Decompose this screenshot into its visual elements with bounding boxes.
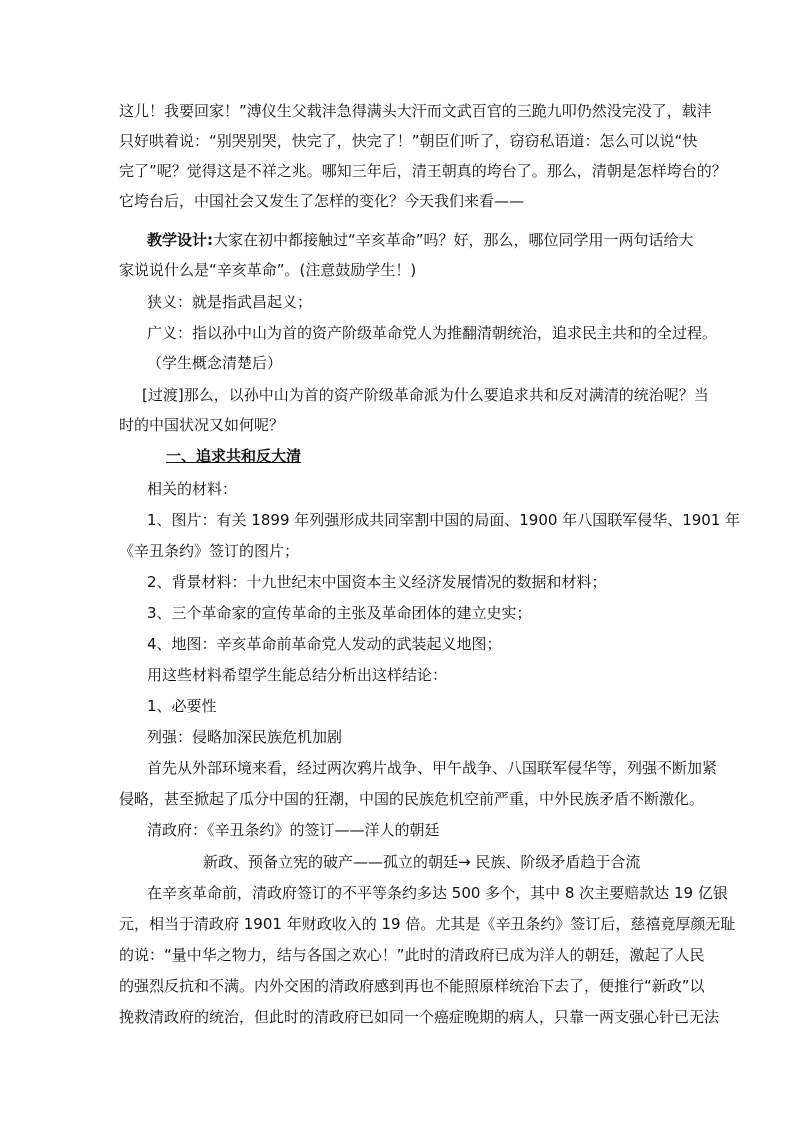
design-text-1: 大家在初中都接触过“辛亥革命”吗？好，那么，哪位同学用一两句话给大 [213, 231, 694, 249]
intro-line-3: 完了”呢？觉得这是不祥之兆。哪知三年后，清王朝真的垮台了。那么，清朝是怎样垮台的？ [119, 162, 727, 180]
intro-line-1: 这儿！我要回家！”溥仪生父载沣急得满头大汗而文武百官的三跪九叩仍然没完没了，载沣 [119, 102, 712, 120]
paragraph-2-line-3: 的说：“量中华之物力，结与各国之欢心！”此时的清政府已成为洋人的朝廷，激起了人民 [119, 946, 705, 964]
materials-heading: 相关的材料： [147, 480, 238, 498]
section-title: 一、追求共和反大清 [166, 447, 302, 465]
powers-line: 列强：侵略加深民族危机加剧 [147, 728, 343, 746]
intro-line-4: 它垮台后，中国社会又发生了怎样的变化？今天我们来看—— [119, 192, 525, 210]
paragraph-2-line-5: 挽救清政府的统治，但此时的清政府已如同一个癌症晚期的病人，只靠一两支强心针已无法 [119, 1008, 720, 1026]
reform-line: 新政、预备立宪的破产——孤立的朝廷→ 民族、阶级矛盾趋于合流 [203, 853, 641, 871]
paragraph-2-line-4: 的强烈反抗和不满。内外交困的清政府感到再也不能照原样统治下去了，便推行“新政”以 [119, 977, 705, 995]
narrow-definition: 狭义：就是指武昌起义； [147, 293, 313, 311]
broad-definition: 广义：指以孙中山为首的资产阶级革命党人为推翻清朝统治，追求民主共和的全过程。 [147, 324, 718, 342]
paragraph-2-line-2: 元，相当于清政府 1901 年财政收入的 19 倍。尤其是《辛丑条约》签订后，慈禧竟厚颜无耻 [119, 915, 736, 933]
transition-line-1: [过渡]那么，以孙中山为首的资产阶级革命派为什么要追求共和反对满清的统治呢？当 [142, 386, 709, 404]
material-item-4: 4、地图：辛亥革命前革命党人发动的武装起义地图； [147, 635, 502, 653]
material-item-2: 2、背景材料：十九世纪末中国资本主义经济发展情况的数据和材料； [147, 573, 607, 591]
material-item-3: 3、三个革命家的宣传革命的主张及革命团体的建立史实； [147, 604, 532, 622]
qing-government-line: 清政府：《辛丑条约》的签订——洋人的朝廷 [147, 821, 440, 839]
paragraph-1-line-2: 侵略，甚至掀起了瓜分中国的狂潮，中国的民族危机空前严重，中外民族矛盾不断激化。 [119, 790, 705, 808]
conclusion-intro: 用这些材料希望学生能总结分析出这样结论： [147, 666, 448, 684]
student-note: （学生概念清楚后） [147, 354, 283, 372]
design-line-2: 家说说什么是“辛亥革命”。(注意鼓励学生！) [119, 261, 417, 279]
design-label: 教学设计: [147, 231, 213, 249]
transition-line-2: 时的中国状况又如何呢？ [119, 416, 285, 434]
design-line-1 [147, 230, 694, 250]
material-item-1-line-2: 《辛丑条约》签订的图片； [119, 542, 300, 560]
intro-line-2: 只好哄着说：“别哭别哭，快完了，快完了！”朝臣们听了，窃窃私语道：怎么可以说“快 [119, 132, 698, 150]
material-item-1-line-1: 1、图片：有关 1899 年列强形成共同宰割中国的局面、1900 年八国联军侵华、1901 年 [147, 511, 741, 529]
necessity-heading: 1、必要性 [147, 697, 217, 715]
paragraph-2-line-1: 在辛亥革命前，清政府签订的不平等条约多达 500 多个，其中 8 次主要赔款达 19 亿银 [147, 884, 728, 902]
paragraph-1-line-1: 首先从外部环境来看，经过两次鸦片战争、甲午战争、八国联军侵华等，列强不断加紧 [147, 759, 718, 777]
